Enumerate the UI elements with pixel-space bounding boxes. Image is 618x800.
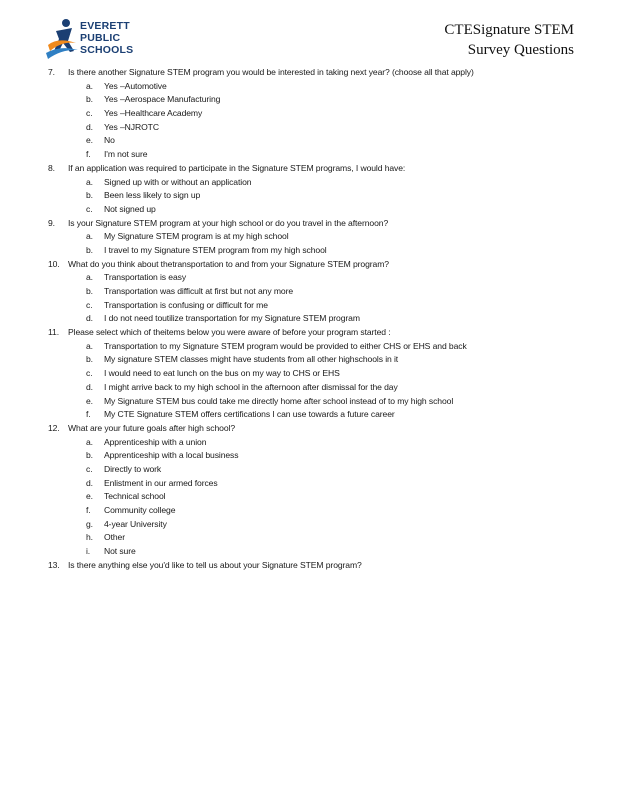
answer-option bbox=[48, 353, 588, 367]
header-title-line-1: CTESignature STEM bbox=[444, 22, 574, 38]
survey-question bbox=[48, 422, 588, 436]
option-text: Transportation is confusing or difficult for me bbox=[104, 299, 268, 310]
question-text: What are your future goals after high school? bbox=[68, 422, 235, 433]
survey-question-list bbox=[48, 66, 588, 572]
option-text: Yes –Healthcare Academy bbox=[104, 108, 203, 119]
option-text: Apprenticeship with a local business bbox=[104, 450, 239, 461]
answer-option bbox=[48, 449, 588, 463]
option-letter: c. bbox=[86, 108, 93, 119]
answer-option bbox=[48, 203, 588, 217]
answer-option bbox=[48, 148, 588, 162]
option-text: Directly to work bbox=[104, 463, 162, 474]
option-text: I might arrive back to my high school in the afternoon after dismissal for the day bbox=[104, 381, 398, 392]
option-letter: b. bbox=[86, 244, 93, 255]
answer-option bbox=[48, 408, 588, 422]
option-text: Been less likely to sign up bbox=[104, 190, 201, 201]
option-text: Other bbox=[104, 532, 125, 543]
option-letter: i. bbox=[86, 546, 91, 557]
option-letter: a. bbox=[86, 272, 93, 283]
answer-option bbox=[48, 285, 588, 299]
option-text: Yes –Aerospace Manufacturing bbox=[104, 94, 221, 105]
answer-option bbox=[48, 134, 588, 148]
option-text: My Signature STEM program is at my high school bbox=[104, 231, 289, 242]
option-letter: d. bbox=[86, 313, 93, 324]
option-text: Not signed up bbox=[104, 203, 156, 214]
question-number: 9. bbox=[48, 217, 55, 228]
answer-option bbox=[48, 271, 588, 285]
survey-question bbox=[48, 326, 588, 340]
answer-option bbox=[48, 93, 588, 107]
question-text: Is your Signature STEM program at your high school or do you travel in the afternoon? bbox=[68, 217, 389, 228]
option-letter: b. bbox=[86, 94, 93, 105]
option-letter: b. bbox=[86, 190, 93, 201]
question-text: Is there another Signature STEM program you would be interested in taking next year? (choose all that apply) bbox=[68, 67, 474, 77]
option-text: I would need to eat lunch on the bus on my way to CHS or EHS bbox=[104, 368, 340, 379]
option-letter: f. bbox=[86, 505, 91, 515]
option-text: Yes –NJROTC bbox=[104, 121, 159, 132]
option-text: Yes –Automotive bbox=[104, 80, 167, 91]
answer-option bbox=[48, 80, 588, 94]
answer-option bbox=[48, 367, 588, 381]
option-text: I travel to my Signature STEM program from my high school bbox=[104, 244, 327, 255]
option-letter: e. bbox=[86, 491, 93, 502]
option-text: My Signature STEM bus could take me directly home after school instead of to my high school bbox=[104, 395, 454, 406]
question-number: 11. bbox=[48, 327, 60, 338]
option-letter: f. bbox=[86, 409, 91, 420]
answer-option bbox=[48, 121, 588, 135]
option-letter: g. bbox=[86, 518, 93, 529]
logo-wordmark bbox=[80, 20, 133, 56]
question-number: 10. bbox=[48, 258, 60, 269]
option-letter: b. bbox=[86, 354, 93, 365]
answer-option bbox=[48, 395, 588, 409]
option-letter: a. bbox=[86, 436, 93, 447]
answer-option bbox=[48, 531, 588, 545]
option-letter: c. bbox=[86, 463, 93, 474]
answer-option bbox=[48, 176, 588, 190]
option-letter: d. bbox=[86, 477, 93, 488]
question-text: If an application was required to participate in the Signature STEM programs, I would have: bbox=[68, 162, 406, 173]
option-text: Community college bbox=[104, 505, 176, 515]
answer-option bbox=[48, 340, 588, 354]
option-letter: c. bbox=[86, 203, 93, 214]
option-text: 4-year University bbox=[104, 518, 167, 529]
option-text: Signed up with or without an application bbox=[104, 176, 252, 187]
runner-figure-icon bbox=[46, 17, 80, 61]
survey-question bbox=[48, 66, 588, 80]
option-letter: a. bbox=[86, 80, 93, 91]
document-header-title bbox=[444, 20, 574, 60]
option-text: My signature STEM classes might have students from all other highschools in it bbox=[104, 354, 399, 365]
logo-line-1: EVERETT bbox=[80, 20, 130, 32]
option-text: Transportation was difficult at first but not any more bbox=[104, 286, 294, 296]
survey-question bbox=[48, 258, 588, 272]
answer-option bbox=[48, 477, 588, 491]
option-letter: d. bbox=[86, 381, 93, 392]
option-letter: d. bbox=[86, 121, 93, 132]
option-letter: e. bbox=[86, 135, 93, 146]
answer-option bbox=[48, 299, 588, 313]
logo-line-2: PUBLIC bbox=[80, 32, 121, 44]
option-letter: b. bbox=[86, 286, 93, 296]
answer-option bbox=[48, 545, 588, 559]
option-letter: a. bbox=[86, 176, 93, 187]
option-letter: f. bbox=[86, 149, 91, 160]
option-letter: a. bbox=[86, 340, 93, 351]
question-text: What do you think about thetransportation to and from your Signature STEM program? bbox=[68, 258, 389, 269]
question-number: 12. bbox=[48, 422, 60, 433]
option-text: No bbox=[104, 135, 115, 146]
option-letter: b. bbox=[86, 450, 93, 461]
answer-option bbox=[48, 312, 588, 326]
option-text: Transportation is easy bbox=[104, 272, 187, 283]
option-letter: c. bbox=[86, 368, 93, 379]
option-letter: a. bbox=[86, 231, 93, 242]
option-letter: h. bbox=[86, 532, 93, 543]
answer-option bbox=[48, 189, 588, 203]
option-text: Apprenticeship with a union bbox=[104, 436, 207, 447]
option-text: Not sure bbox=[104, 546, 136, 557]
option-text: Technical school bbox=[104, 491, 166, 502]
option-text: My CTE Signature STEM offers certifications I can use towards a future career bbox=[104, 409, 395, 420]
option-letter: e. bbox=[86, 395, 93, 406]
answer-option bbox=[48, 504, 588, 518]
option-text: I'm not sure bbox=[104, 149, 148, 160]
answer-option bbox=[48, 381, 588, 395]
option-text: Transportation to my Signature STEM program would be provided to either CHS or EHS and back bbox=[104, 340, 467, 351]
survey-question bbox=[48, 217, 588, 231]
answer-option bbox=[48, 107, 588, 121]
option-letter: c. bbox=[86, 299, 93, 310]
answer-option bbox=[48, 436, 588, 450]
answer-option bbox=[48, 518, 588, 532]
option-text: Enlistment in our armed forces bbox=[104, 477, 218, 488]
answer-option bbox=[48, 490, 588, 504]
question-text: Is there anything else you'd like to tell us about your Signature STEM program? bbox=[68, 559, 362, 570]
answer-option bbox=[48, 244, 588, 258]
option-text: I do not need toutilize transportation for my Signature STEM program bbox=[104, 313, 360, 324]
question-text: Please select which of theitems below you were aware of before your program started : bbox=[68, 327, 391, 338]
survey-question bbox=[48, 559, 588, 573]
question-number: 7. bbox=[48, 67, 55, 77]
survey-question bbox=[48, 162, 588, 176]
everett-public-schools-logo bbox=[46, 17, 156, 61]
header-title-line-2: Survey Questions bbox=[467, 42, 574, 58]
answer-option bbox=[48, 230, 588, 244]
answer-option bbox=[48, 463, 588, 477]
question-number: 8. bbox=[48, 162, 55, 173]
logo-line-3: SCHOOLS bbox=[80, 44, 134, 56]
question-number: 13. bbox=[48, 559, 60, 570]
